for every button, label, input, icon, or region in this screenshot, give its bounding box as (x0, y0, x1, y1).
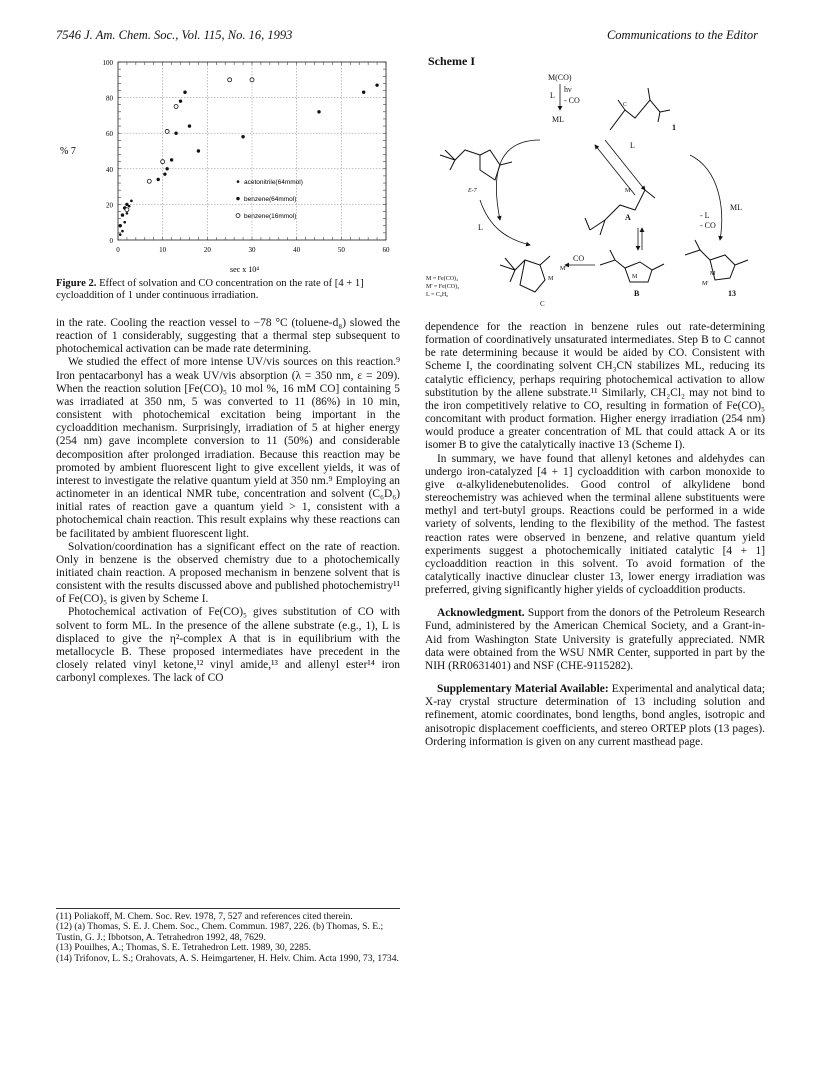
data-point-1 (119, 233, 122, 236)
legend-label-2: benzene(64mmol) (244, 196, 297, 204)
legend-marker-2 (236, 197, 239, 200)
legend-label-3: benzene(16mmol) (244, 213, 297, 221)
figure-caption (56, 278, 400, 302)
data-point-2 (317, 110, 320, 113)
paragraph: We studied the effect of more intense UV/vis sources on this reaction.⁹ Iron pentacarbonyl has a weak UV/vis absorption (λ = 350 nm, ε = 209). When the reaction solution [Fe(CO)₅ 10 mol %, 16 mM CO] containing 5 was irradiated at 350 nm, 5 was converted to 11 (86%) in 10 min, consistent with photochemical excitation being important in the cycloaddition mechanism. Surprisingly, irradiation of 5 at higher energy (254 nm) gave incomplete conversion to 11 (50%) and considerable decomposition after prolonged irradiation. Because this reaction may be promoted by ambient fluorescent light to give excellent yields, it was of interest to investigate the relative quantum yield at 350 nm.⁹ Employing an actinometer in an identical NMR tube, concentration and solvent (C₆D₆) initial rates of reaction gave a quantum yield > 1, consistent with a photochemical chain reaction. This result explains why these reactions can be facilitated by ambient fluorescent light. (56, 356, 400, 540)
chart-legend (236, 179, 303, 220)
scheme-1-diagram (420, 70, 770, 315)
y-tick-label: 20 (106, 201, 113, 210)
y-tick-label: 80 (106, 94, 113, 103)
scheme-title: Scheme I (428, 54, 475, 68)
acknowledgment (425, 607, 765, 673)
data-point-2 (165, 167, 168, 170)
scheme-label-minus-co-top: - CO (564, 96, 580, 105)
acknowledgment-text: Support from the donors of the Petroleum Research Fund, administered by the American Chemical Society, and a Grant-in-Aid from Washington State University is gratefully appreciated. NMR data were obtained from the WSU NMR Center, supported in part by the NIH (RR0631401) and NSF (CHE-9115282). (425, 607, 765, 672)
scheme-label-ml-right: ML (730, 203, 742, 212)
x-tick-label: 60 (382, 246, 390, 254)
paragraph: Photochemical activation of Fe(CO)₅ gives substitution of CO with solvent to form ML. In the presence of the allene substrate (e.g., 1), L is displaced to give the η²-complex A that is in equilibrium with the metallocycle B. These proposed intermediates have precedent in the closely related vinyl ketone,¹² vinyl amide,¹³ and allenyl ester¹⁴ iron carbonyl complexes. The lack of CO (56, 606, 400, 685)
y-tick-label: 40 (106, 165, 113, 174)
scatter-chart (56, 52, 400, 274)
scheme-label-hv: hν (564, 85, 572, 94)
scheme-label-m-b: M (632, 274, 638, 280)
left-column-text (56, 317, 400, 685)
data-point-2 (241, 135, 244, 138)
y-tick-label: 0 (109, 237, 113, 245)
scheme-label-c-allene: C (623, 102, 628, 108)
scheme-label-m-13: M (710, 271, 716, 277)
scheme-structure-1 (610, 88, 670, 130)
paragraph: Solvation/coordination has a significant effect on the rate of reaction. Only in benzene is the observed chemistry due to a photochemically initiated chain reaction. A proposed mechanism in benzene solvent that is consistent with the results discussed above and published photochemistry¹¹ of Fe(CO)₅ is given by Scheme I. (56, 540, 400, 606)
scheme-label-mp-c: M' (560, 266, 567, 272)
data-point-3 (174, 105, 178, 109)
data-point-3 (125, 208, 129, 212)
supplementary-text: Experimental and analytical data; X-ray crystal structure determination of 13 including solution and refinement, atomic coordinates, bond lengths, bond angles, isotropic and anisotropic displacement coefficients, and stereo ORTEP plots (13 pages). Ordering information is given on any current masthead page. (425, 683, 765, 748)
data-point-3 (228, 78, 232, 82)
data-point-2 (174, 132, 177, 135)
scheme-structure-13 (685, 240, 748, 280)
data-point-2 (125, 203, 128, 206)
footnote: (13) Pouilhes, A.; Thomas, S. E. Tetrahedron Lett. 1989, 30, 2285. (56, 942, 312, 954)
scheme-label-a: A (625, 213, 631, 222)
scheme-curved-arrow-left (496, 140, 540, 220)
scheme-label-minus-L: - L (700, 211, 710, 220)
data-point-1 (126, 212, 129, 215)
scheme-label-mp-13: M' (702, 281, 709, 287)
scheme-label-minus-co-right: - CO (700, 221, 716, 230)
data-point-2 (157, 178, 160, 181)
scheme-label-mco: M(CO) (548, 73, 572, 82)
right-column-text (425, 321, 765, 749)
scheme-label-L2: L (630, 141, 635, 150)
supplementary-label: Supplementary Material Available: (437, 683, 609, 696)
data-point-1 (130, 200, 133, 203)
running-header-journal: 7546 J. Am. Chem. Soc., Vol. 115, No. 16, 1993 (56, 28, 293, 42)
data-point-1 (121, 230, 124, 233)
scheme-label-L3: L (478, 223, 483, 232)
scheme-label-b: B (634, 289, 640, 298)
scheme-label-ml-top: ML (552, 115, 564, 124)
data-point-2 (179, 99, 182, 102)
legend-marker-3 (236, 214, 240, 218)
chart-ticks (103, 59, 391, 254)
y-tick-label: 100 (102, 59, 113, 67)
scheme-legend-2: M' = Fe(CO)₃ (426, 284, 460, 290)
scheme-label-13: 13 (728, 289, 736, 298)
data-point-1 (123, 221, 126, 224)
footnote: (12) (a) Thomas, S. E. J. Chem. Soc., Chem. Commun. 1987, 226. (b) Thomas, S. E.; Tustin, G. J.; Ibbotson, A. Tetrahedron 1992, 48, 7629. (56, 921, 384, 943)
data-point-2 (375, 83, 378, 86)
data-point-3 (165, 129, 169, 133)
caption-label: Figure 2. (56, 278, 97, 289)
legend-label-1: acetonitrile(64mmol) (244, 179, 303, 187)
caption-text: Effect of solvation and CO concentration on the rate of [4 + 1] cycloaddition of 1 under continuous irradiation. (56, 278, 364, 301)
data-point-2 (121, 213, 124, 216)
x-tick-label: 50 (337, 246, 345, 254)
data-point-3 (161, 160, 165, 164)
y-axis-label: % 7 (60, 146, 76, 157)
legend-marker-1 (237, 180, 240, 183)
scheme-label-1: 1 (672, 123, 676, 132)
data-point-2 (197, 149, 200, 152)
footnote: (11) Poliakoff, M. Chem. Soc. Rev. 1978, 7, 527 and references cited therein. (56, 911, 353, 922)
scheme-structure-a (585, 190, 655, 235)
scheme-structure-c (500, 256, 550, 292)
scheme-label-L-top: L (550, 91, 555, 100)
data-point-2 (119, 224, 122, 227)
scheme-label-m-a: M (625, 188, 631, 194)
scheme-structure-e7 (440, 150, 512, 180)
data-point-3 (250, 78, 254, 82)
data-point-2 (170, 158, 173, 161)
scheme-curved-arrow-L (480, 200, 530, 245)
x-axis-label: sec x 10⁴ (230, 265, 260, 274)
data-point-2 (188, 124, 191, 127)
acknowledgment-label: Acknowledgment. (437, 607, 525, 620)
x-tick-label: 10 (159, 246, 167, 254)
paragraph: in the rate. Cooling the reaction vessel to −78 °C (toluene-d₈) slowed the reaction of 1 considerably, suggesting that a thermal step subsequent to photochemical activation can be made rate determining. (56, 317, 400, 356)
data-point-3 (147, 179, 151, 183)
data-point-2 (183, 91, 186, 94)
y-tick-label: 60 (106, 130, 113, 139)
scheme-label-e7: E-7 (468, 188, 477, 194)
scheme-label-m-c: M (548, 276, 554, 282)
footnotes (56, 908, 400, 964)
x-tick-label: 20 (203, 246, 211, 254)
footnote: (14) Trifonov, L. S.; Orahovats, A. S. Heimgartener, H. Helv. Chim. Acta 1990, 73, 1734. (56, 952, 399, 964)
supplementary-material (425, 683, 765, 749)
scheme-legend-1: M = Fe(CO)₄ (426, 276, 459, 282)
scheme-label-co: CO (573, 254, 585, 263)
x-tick-label: 40 (293, 246, 301, 254)
x-tick-label: 0 (116, 246, 120, 254)
data-point-2 (362, 91, 365, 94)
data-point-2 (163, 172, 166, 175)
running-header-section: Communications to the Editor (606, 28, 758, 42)
scheme-label-c: C (540, 300, 545, 308)
paragraph: dependence for the reaction in benzene rules out rate-determining formation of coordinatively unsaturated intermediates. Step B to C cannot be rate determining because it would be aided by CO. Consistent with Scheme I, the coordinating solvent CH₃CN stabilizes ML, reducing its catalytic efficiency, perhaps requiring photochemical activation to allow substitution by the allene substrate.¹¹ Similarly, CH₂Cl₂ may not bind to the iron competitively relative to CO, resulting in formation of Fe(CO)₅ concomitant with product formation. Higher energy irradiation (254 nm) would produce a greater concentration of ML that could attack A or its isomer B to give the catalytically inactive 13 (Scheme I). (425, 321, 765, 452)
x-tick-label: 30 (248, 246, 256, 254)
figure-2 (56, 52, 400, 279)
scheme-legend-3: L = C₆H₆ (426, 292, 449, 298)
paragraph: In summary, we have found that allenyl ketones and aldehydes can undergo iron-catalyzed [4 + 1] cycloaddition with carbon monoxide to give α-alkylidenebutenolides. Good control of alkylidene bond stereochemistry was achieved when the terminal allene substituents were methyl and tert-butyl groups. Reactions could be performed in a wide variety of solvents, lending to the flexibility of the method. The fastest reaction rates were observed in benzene, and relative quantum yield experiments suggest a photochemically initiated catalytic [4 + 1] cycloaddition reaction in this solvent. To avoid formation of the catalytically inactive dinuclear cluster 13, lower energy irradiation was preferred, giving significantly higher yields of cycloaddition products. (425, 452, 765, 597)
